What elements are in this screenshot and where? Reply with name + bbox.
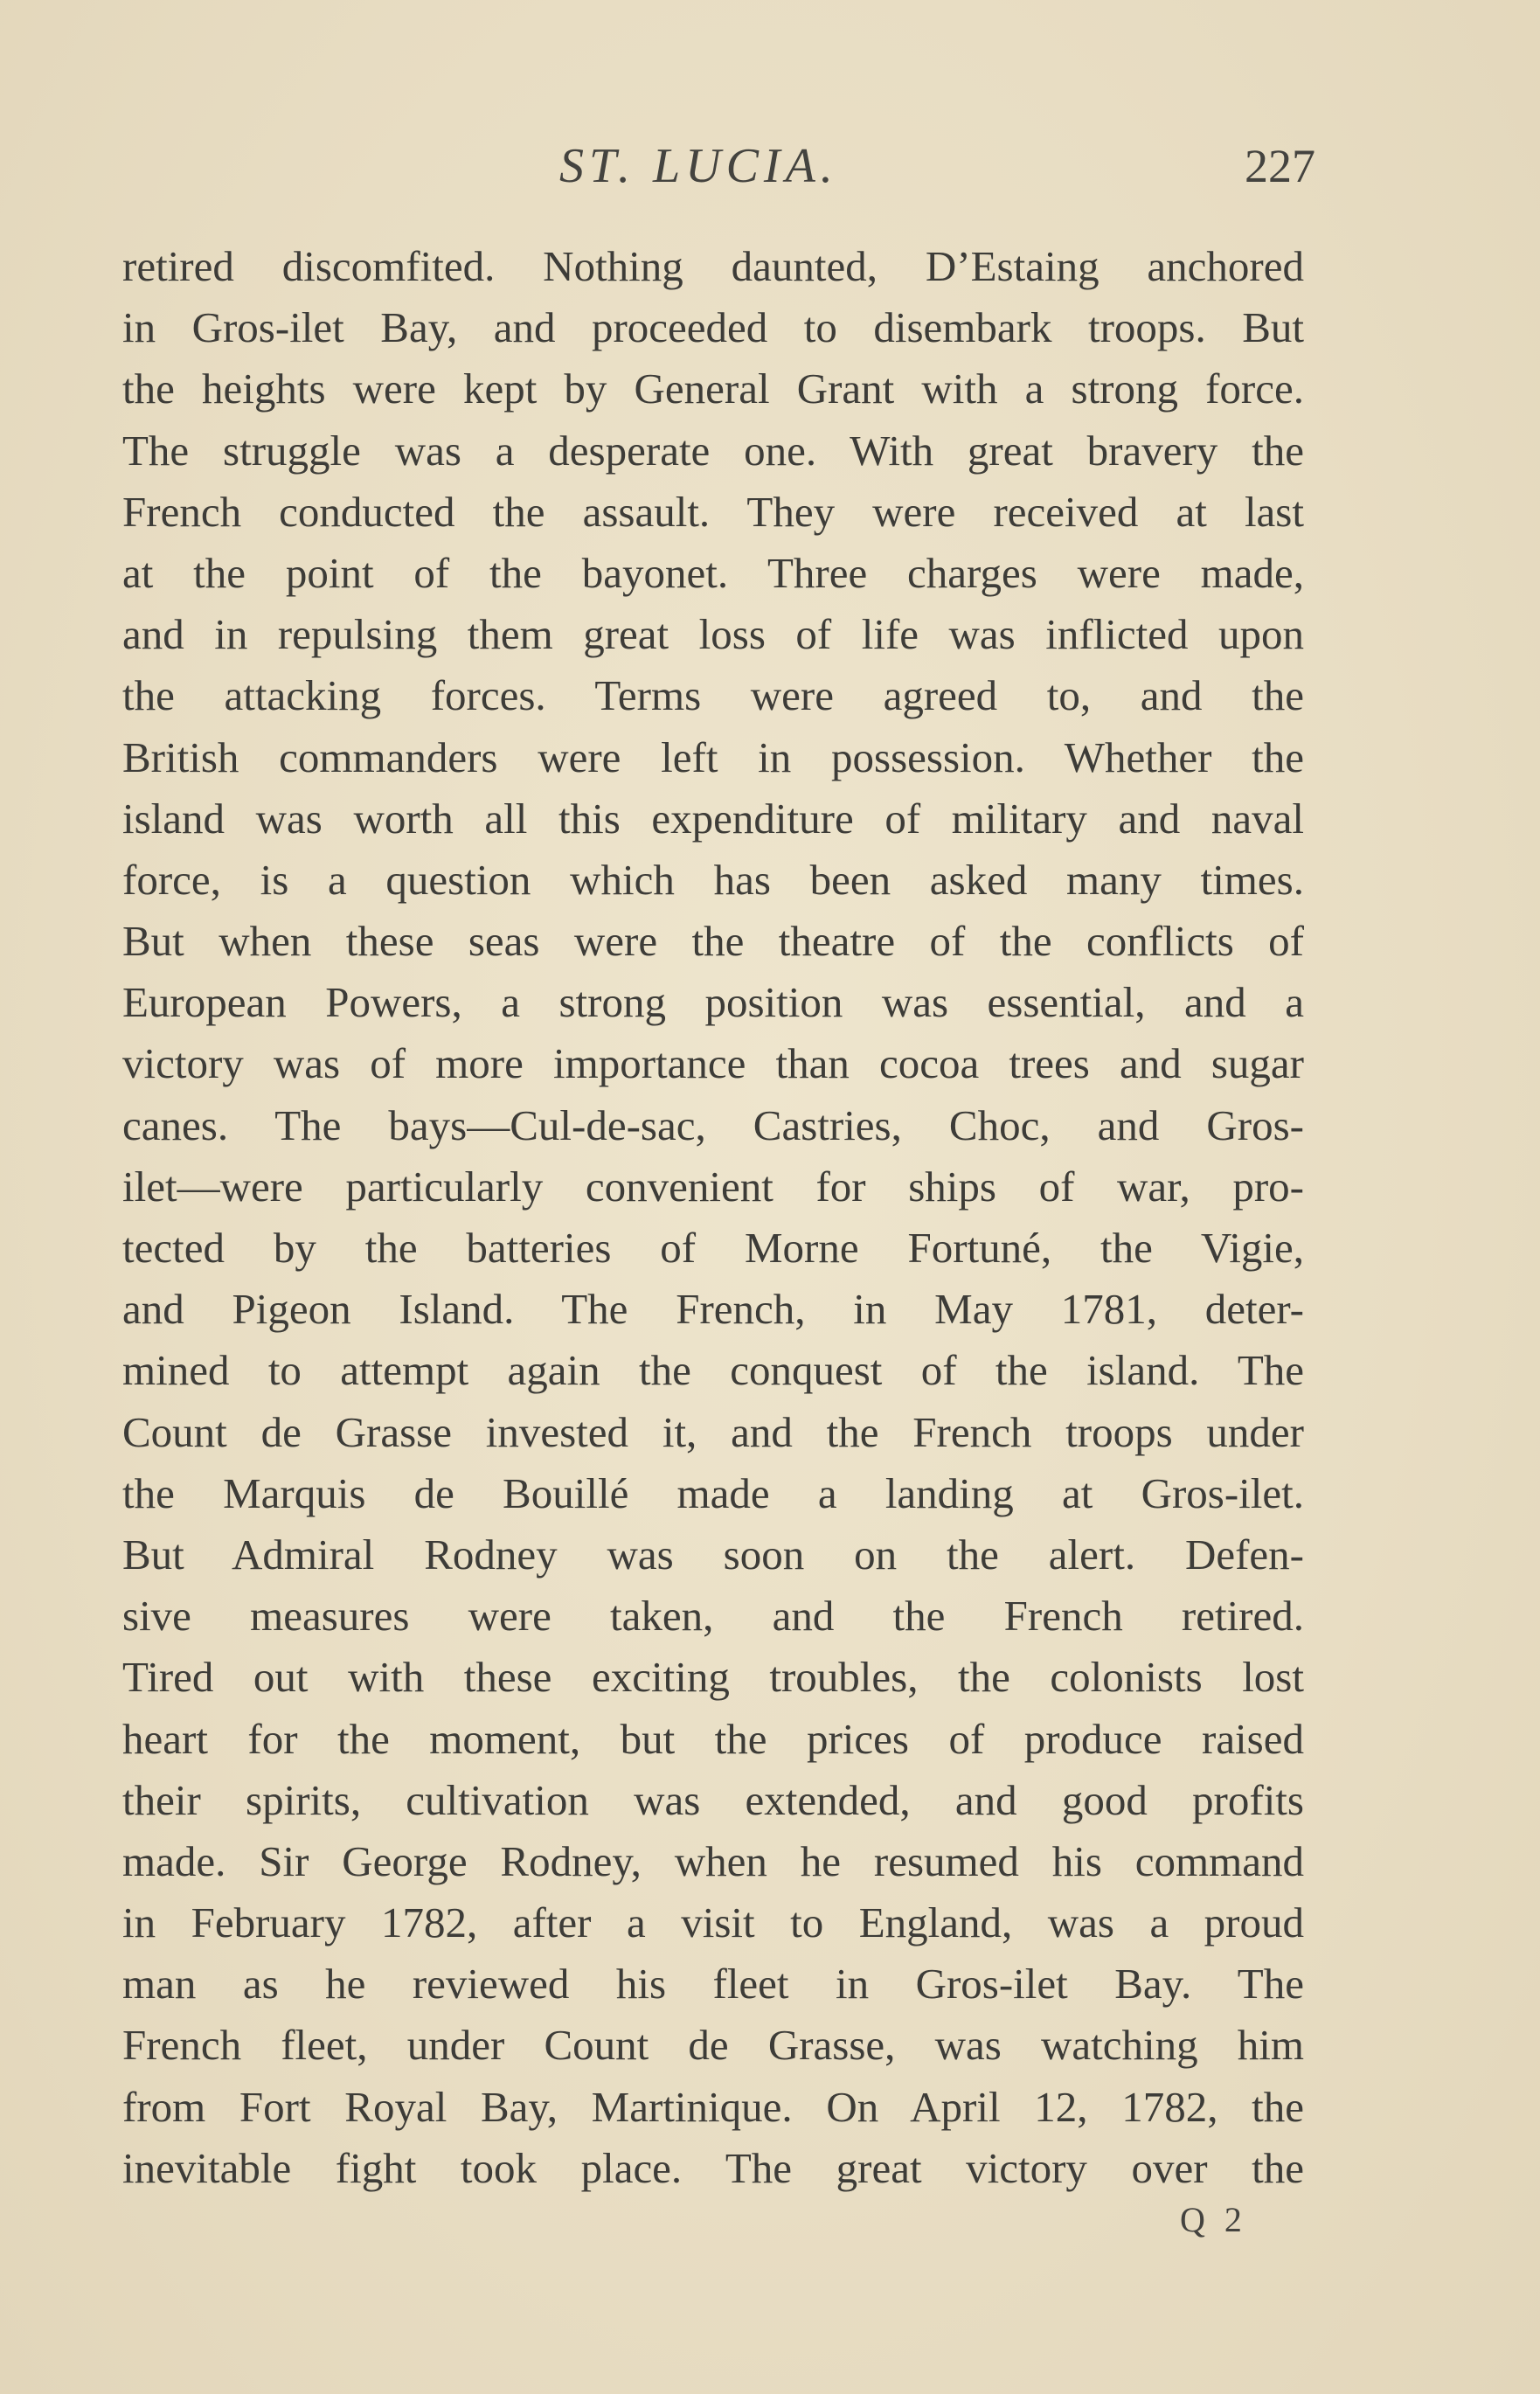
text-line: from Fort Royal Bay, Martinique. On April 12, 1782, the (122, 2082, 1304, 2131)
body-text (122, 236, 1304, 2199)
text-line: ilet—were particularly convenient for ships of war, pro- (122, 1162, 1304, 1211)
running-head (0, 131, 1540, 201)
signature-mark: Q 2 (1180, 2200, 1247, 2239)
text-line: and Pigeon Island. The French, in May 1781, deter- (122, 1285, 1304, 1334)
text-line: European Powers, a strong position was essential, and a (122, 978, 1304, 1027)
text-line: force, is a question which has been asked many times. (122, 855, 1304, 904)
text-line: and in repulsing them great loss of life was inflicted upon (122, 610, 1304, 659)
text-line: retired discomfited. Nothing daunted, D’Estaing anchored (122, 242, 1304, 290)
text-line: Count de Grasse invested it, and the French troops under (122, 1407, 1304, 1456)
text-line: the attacking forces. Terms were agreed to, and the (122, 671, 1304, 720)
text-line: canes. The bays—Cul-de-sac, Castries, Choc, and Gros- (122, 1100, 1304, 1149)
running-title: ST. LUCIA. (559, 139, 838, 193)
text-line: tected by the batteries of Morne Fortuné, the Vigie, (122, 1224, 1304, 1272)
text-line: in Gros-ilet Bay, and proceeded to disembark troops. But (122, 303, 1304, 352)
text-line: heart for the moment, but the prices of produce raised (122, 1714, 1304, 1763)
text-line: mined to attempt again the conquest of the island. The (122, 1346, 1304, 1395)
text-line: made. Sir George Rodney, when he resumed his command (122, 1836, 1304, 1885)
text-line: man as he reviewed his fleet in Gros-ilet Bay. The (122, 1960, 1304, 2009)
text-line: island was worth all this expenditure of military and naval (122, 794, 1304, 843)
text-line: the heights were kept by General Grant with a strong force. (122, 364, 1304, 413)
text-line: inevitable fight took place. The great victory over the (122, 2143, 1304, 2192)
text-line: British commanders were left in possession. Whether the (122, 732, 1304, 781)
text-line: Tired out with these exciting troubles, the colonists lost (122, 1653, 1304, 1702)
text-line: But when these seas were the theatre of the conflicts of (122, 917, 1304, 966)
text-line: But Admiral Rodney was soon on the alert. Defen- (122, 1530, 1304, 1579)
text-line: French conducted the assault. They were received at last (122, 487, 1304, 536)
text-line: at the point of the bayonet. Three charges were made, (122, 548, 1304, 597)
text-line: in February 1782, after a visit to England, was a proud (122, 1898, 1304, 1947)
text-line: sive measures were taken, and the French retired. (122, 1592, 1304, 1641)
text-line: French fleet, under Count de Grasse, was watching him (122, 2021, 1304, 2070)
text-line: the Marquis de Bouillé made a landing at Gros-ilet. (122, 1468, 1304, 1517)
text-line: their spirits, cultivation was extended, and good profits (122, 1775, 1304, 1824)
text-line: The struggle was a desperate one. With great bravery the (122, 426, 1304, 475)
page-number: 227 (1245, 140, 1315, 192)
text-line: victory was of more importance than cocoa trees and sugar (122, 1039, 1304, 1088)
